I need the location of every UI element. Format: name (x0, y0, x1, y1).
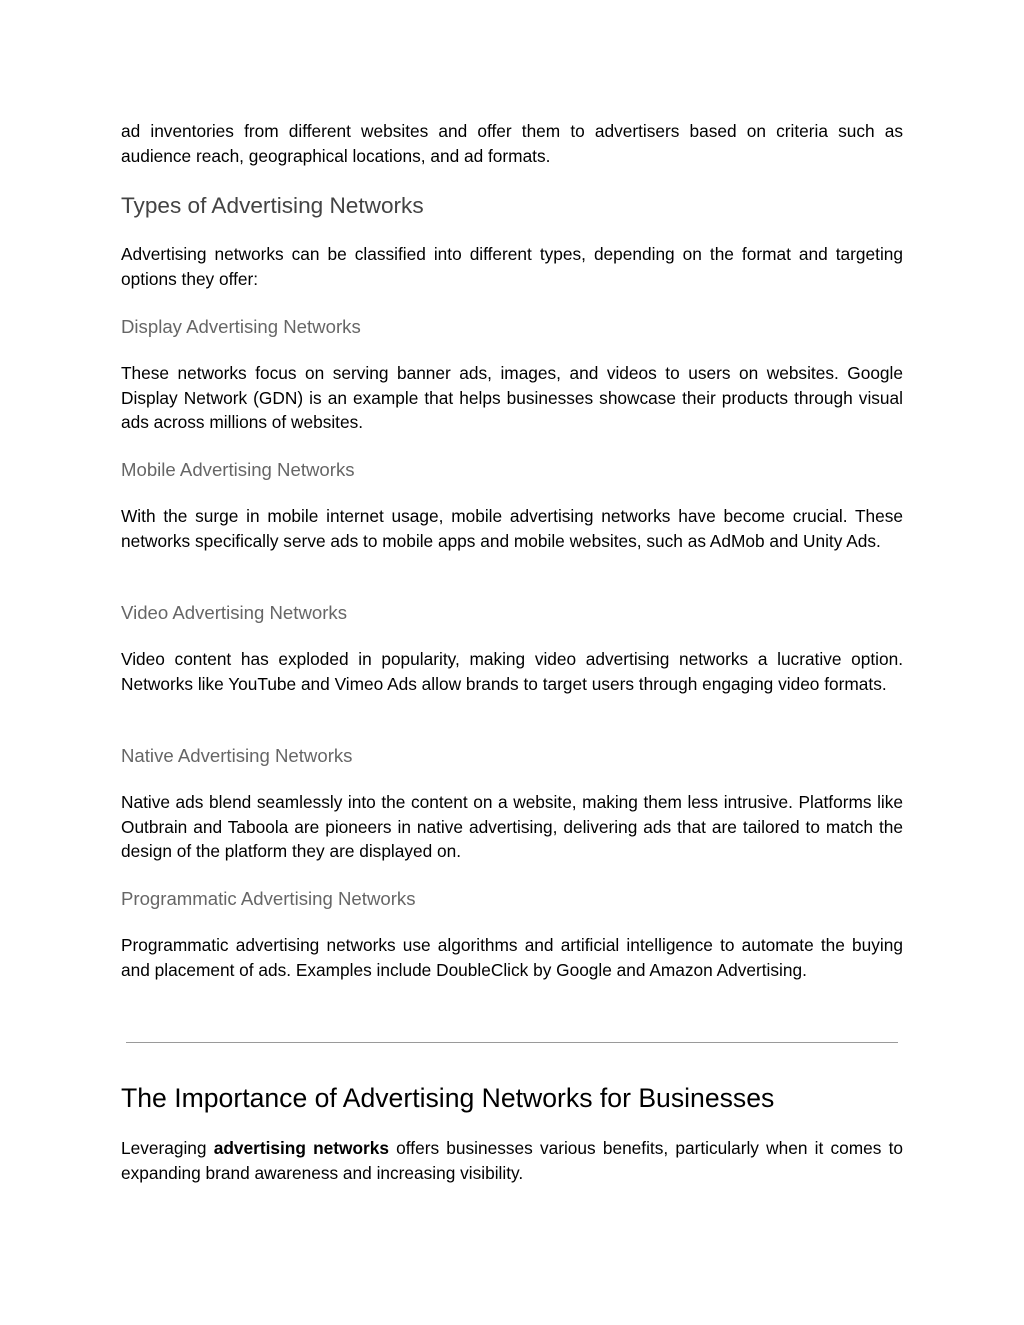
types-intro-paragraph: Advertising networks can be classified into different types, depending on the format and targeting options they offer: (121, 244, 903, 289)
display-networks-heading: Display Advertising Networks (121, 316, 361, 337)
programmatic-networks-paragraph: Programmatic advertising networks use algorithms and artificial intelligence to automate the buying and placement of ads. Examples include DoubleClick by Google and Amazon Advertising. (121, 935, 903, 980)
mobile-networks-paragraph: With the surge in mobile internet usage, mobile advertising networks have become crucial. These networks specifically serve ads to mobile apps and mobile websites, such as AdMob and Unity Ads. (121, 506, 903, 551)
horizontal-divider (126, 1042, 898, 1043)
native-networks-heading: Native Advertising Networks (121, 745, 353, 766)
mobile-networks-heading: Mobile Advertising Networks (121, 459, 355, 480)
programmatic-networks-heading: Programmatic Advertising Networks (121, 888, 416, 909)
video-networks-paragraph: Video content has exploded in popularity, making video advertising networks a lucrative option. Networks like YouTube and Vimeo Ads allow brands to target users through engaging video formats. (121, 649, 903, 694)
display-networks-paragraph: These networks focus on serving banner ads, images, and videos to users on websites. Google Display Network (GDN) is an example that helps businesses showcase their products through visual ads across millions of websites. (121, 363, 903, 432)
native-networks-paragraph: Native ads blend seamlessly into the content on a website, making them less intrusive. Platforms like Outbrain and Taboola are pioneers in native advertising, delivering ads that are tailored to match the design of the platform they are displayed on. (121, 792, 903, 861)
importance-lead-paragraph (121, 1136, 903, 1185)
importance-section-heading: The Importance of Advertising Networks for Businesses (121, 1083, 775, 1113)
types-section-heading: Types of Advertising Networks (121, 193, 424, 218)
video-networks-heading: Video Advertising Networks (121, 602, 347, 623)
lead-bold-term: advertising networks (213, 1138, 389, 1158)
intro-paragraph: ad inventories from different websites and offer them to advertisers based on criteria such as audience reach, geographical locations, and ad formats. (121, 121, 903, 166)
lead-text-before: Leveraging (121, 1138, 214, 1158)
lead-text-after: offers businesses various benefits, particularly when it comes to expanding brand awareness and increasing visibility. (121, 1138, 903, 1183)
